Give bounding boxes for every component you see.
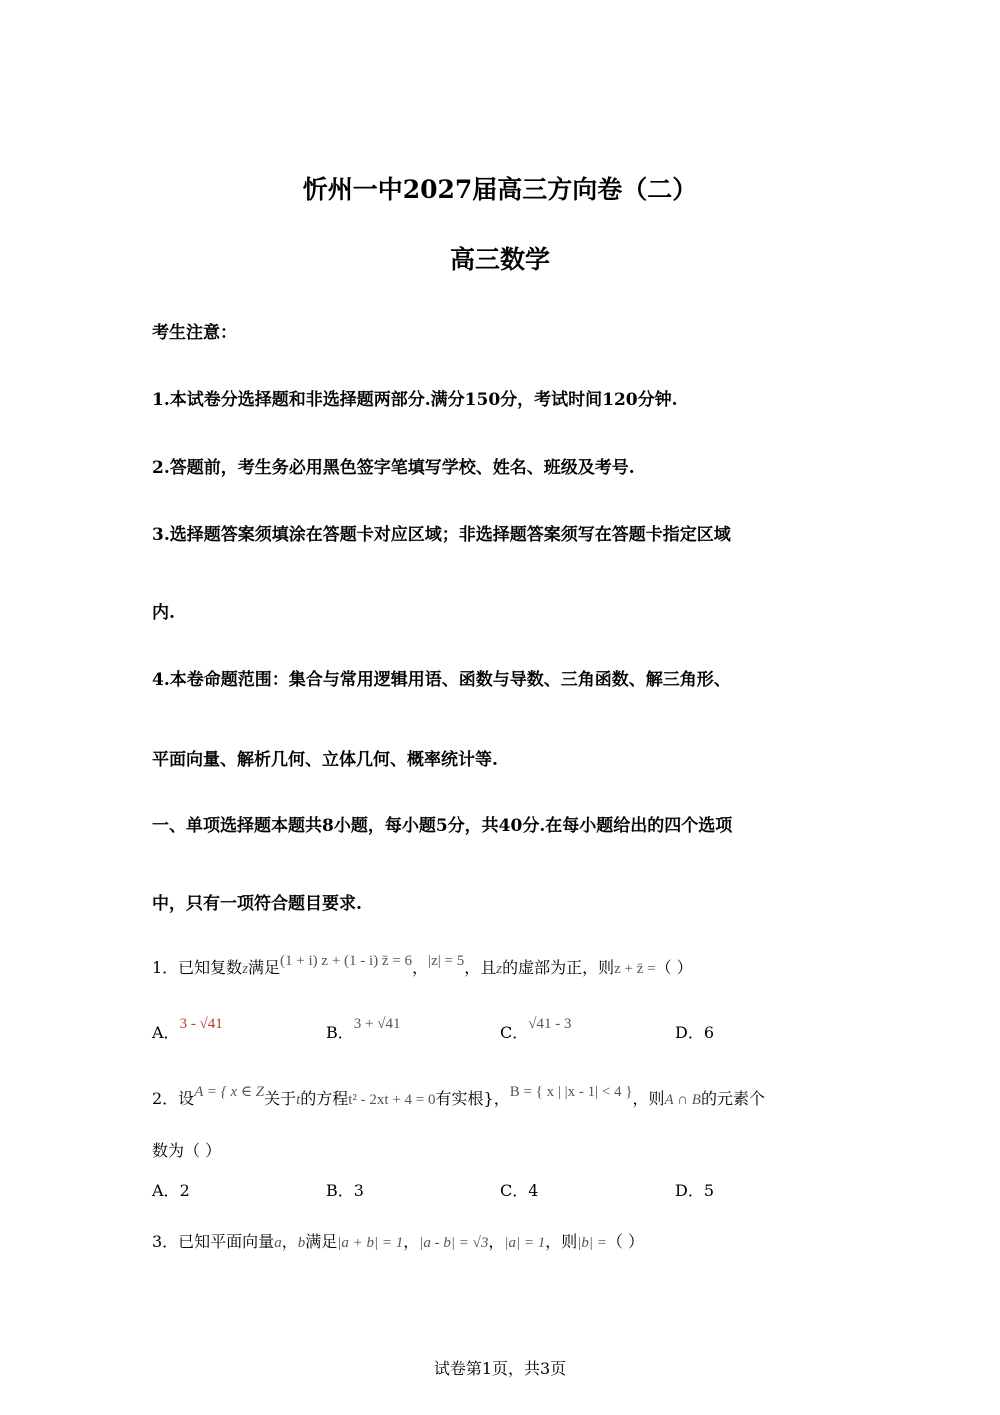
option-label: B．: [326, 1181, 354, 1200]
q3-condition-1: |a + b| = 1: [337, 1235, 404, 1251]
notice-item-4-cont: 平面向量、解析几何、立体几何、概率统计等.: [152, 750, 498, 770]
option-value: 6: [703, 1023, 715, 1042]
q2-text: ，则: [632, 1089, 665, 1108]
q3-condition-3: |a| = 1: [504, 1235, 546, 1251]
q1-option-a[interactable]: [152, 1016, 223, 1043]
option-value: √41 - 3: [528, 1016, 572, 1032]
option-label: C．: [500, 1181, 529, 1200]
q2-set-a: A = { x ∈ Z: [194, 1084, 265, 1100]
option-label: D．: [675, 1023, 704, 1042]
q2-set-b: B = { x | |x - 1| < 4 }: [509, 1084, 633, 1100]
option-label: A．: [152, 1181, 180, 1200]
q1-equation: (1 + i) z + (1 - i) z̄ = 6: [280, 953, 413, 969]
q2-option-b[interactable]: [326, 1178, 364, 1201]
q1-var-z: z: [242, 961, 249, 977]
q1-sep: ，: [412, 958, 429, 977]
q3-condition-2: |a - b| = √3: [419, 1235, 489, 1251]
question-3: [152, 1229, 644, 1252]
option-label: A．: [152, 1023, 180, 1042]
exam-title: 忻州一中2027届高三方向卷（二）: [302, 175, 698, 204]
q1-text: 1．已知复数: [152, 958, 243, 977]
q3-vector-a: a: [274, 1235, 282, 1251]
q3-sep: ，: [403, 1232, 420, 1251]
notice-item-3: 3.选择题答案须填涂在答题卡对应区域；非选择题答案须写在答题卡指定区域: [152, 525, 731, 545]
q2-text: 的方程: [300, 1089, 349, 1108]
question-2: [152, 1086, 765, 1109]
q2-equation: t² - 2xt + 4 = 0: [348, 1092, 436, 1108]
q2-intersection: A ∩ B: [664, 1092, 701, 1108]
notice-item-3-cont: 内.: [152, 603, 175, 623]
q2-text: 有实根}，: [435, 1089, 510, 1108]
q3-text: 满足: [305, 1232, 338, 1251]
q2-option-c[interactable]: [500, 1178, 538, 1201]
q1-option-d[interactable]: [675, 1020, 714, 1043]
q2-text: 关于: [264, 1089, 297, 1108]
q3-sep: ，: [488, 1232, 505, 1251]
option-label: B．: [326, 1023, 354, 1042]
q3-text: 3．已知平面向量: [152, 1232, 275, 1251]
option-value: 4: [528, 1181, 539, 1200]
section-heading-cont: 中，只有一项符合题目要求.: [152, 894, 362, 914]
notice-item-2: 2.答题前，考生务必用黑色签字笔填写学校、姓名、班级及考号.: [152, 458, 635, 478]
q1-text: ，且: [464, 958, 497, 977]
q1-text: 满足: [248, 958, 281, 977]
q2-text: 2．设: [152, 1089, 195, 1108]
q1-blank: （ ）: [655, 958, 693, 977]
q3-vector-b: b: [297, 1235, 306, 1251]
option-value: 5: [703, 1181, 715, 1200]
option-value: 2: [179, 1181, 190, 1200]
option-value: 3 - √41: [179, 1016, 223, 1032]
q1-option-c[interactable]: [500, 1016, 572, 1043]
q1-text: 的虚部为正，则: [502, 958, 615, 977]
q3-text: ，则: [545, 1232, 578, 1251]
notice-item-1: 1.本试卷分选择题和非选择题两部分.满分150分，考试时间120分钟.: [152, 390, 678, 410]
question-2-cont: 数为（ ）: [152, 1141, 222, 1160]
option-value: 3 + √41: [353, 1016, 401, 1032]
question-1: [152, 955, 693, 978]
q1-var-z: z: [496, 961, 503, 977]
q3-blank: （ ）: [606, 1232, 644, 1251]
q3-target: |b| =: [577, 1235, 607, 1251]
section-heading: 一、单项选择题本题共8小题，每小题5分，共40分.在每小题给出的四个选项: [152, 816, 733, 836]
q2-option-d[interactable]: [675, 1178, 714, 1201]
q2-var-t: t: [296, 1092, 301, 1108]
option-value: 3: [353, 1181, 364, 1200]
option-label: D．: [675, 1181, 704, 1200]
q3-sep: ，: [281, 1232, 298, 1251]
notice-item-4: 4.本卷命题范围：集合与常用逻辑用语、函数与导数、三角函数、解三角形、: [152, 670, 731, 690]
notice-heading: 考生注意：: [152, 323, 237, 343]
q2-text: 的元素个: [700, 1089, 765, 1108]
option-label: C．: [500, 1023, 529, 1042]
page-footer: 试卷第1页，共3页: [433, 1359, 567, 1378]
q1-modulus: |z| = 5: [428, 953, 465, 969]
q1-option-b[interactable]: [326, 1016, 401, 1043]
q2-option-a[interactable]: [152, 1178, 190, 1201]
exam-subject: 高三数学: [449, 245, 550, 274]
q1-expression: z + z̄ =: [614, 961, 656, 977]
